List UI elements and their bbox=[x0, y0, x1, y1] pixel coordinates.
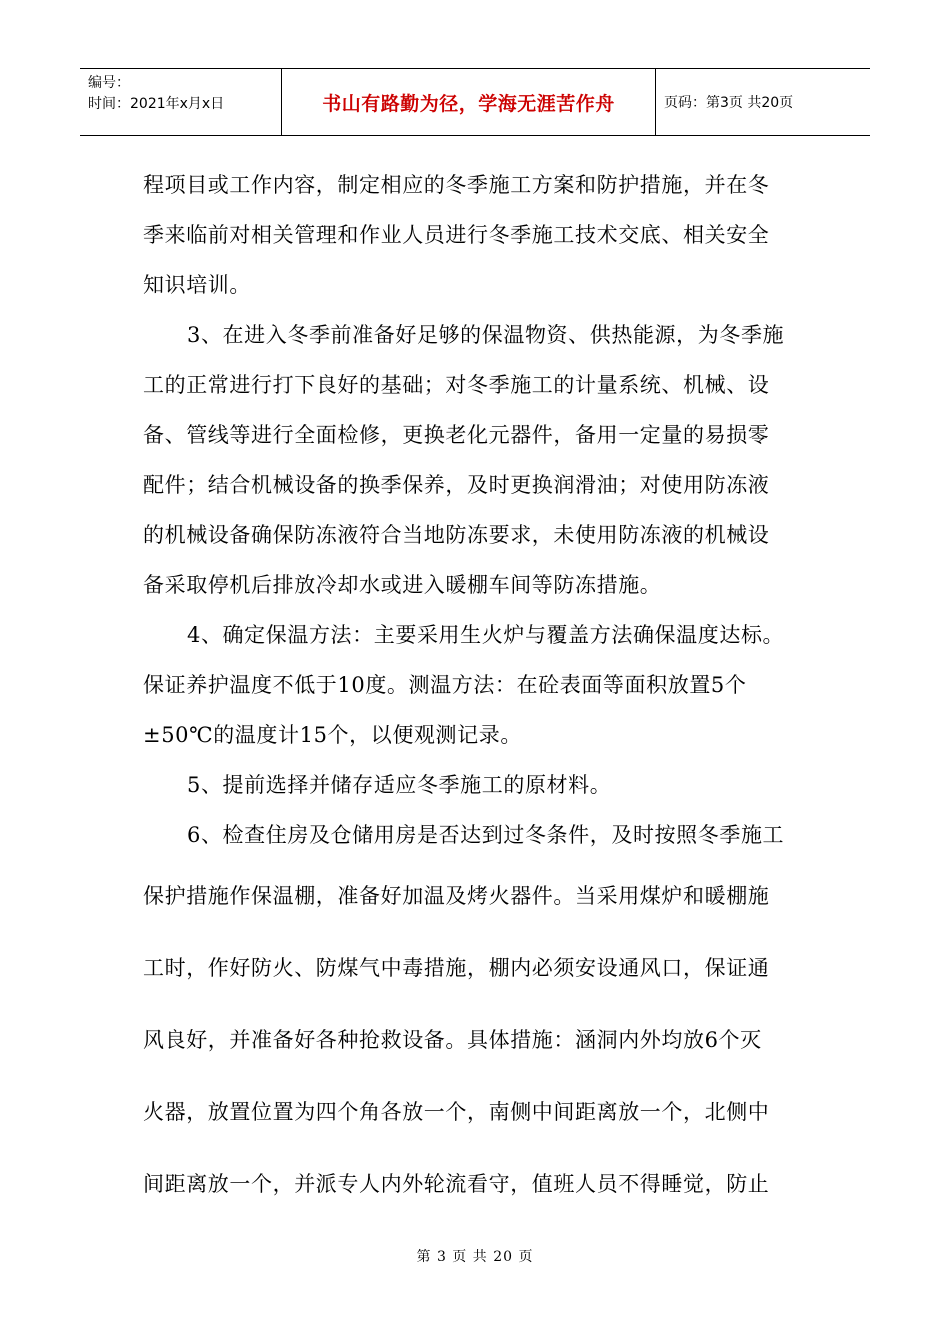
text-line: ±50℃的温度计15个，以便观测记录。 bbox=[143, 723, 522, 747]
header-meta-cell bbox=[80, 69, 282, 135]
text-line: 的机械设备确保防冻液符合当地防冻要求，未使用防冻液的机械设 bbox=[143, 523, 770, 547]
document-header bbox=[80, 68, 870, 136]
text-line: 6、检查住房及仓储用房是否达到过冬条件，及时按照冬季施工 bbox=[187, 823, 785, 847]
text-line: 工的正常进行打下良好的基础；对冬季施工的计量系统、机械、设 bbox=[143, 373, 770, 397]
text-line: 火器，放置位置为四个角各放一个，南侧中间距离放一个，北侧中 bbox=[143, 1100, 770, 1124]
body-text bbox=[143, 160, 811, 1220]
text-line: 备、管线等进行全面检修，更换老化元器件，备用一定量的易损零 bbox=[143, 423, 770, 447]
text-line: 风良好，并准备好各种抢救设备。具体措施：涵洞内外均放6个灭 bbox=[143, 1028, 762, 1052]
page-footer: 第 3 页 共 20 页 bbox=[416, 1249, 534, 1265]
text-line: 工时，作好防火、防煤气中毒措施，棚内必须安设通风口，保证通 bbox=[143, 956, 770, 980]
text-line: 保护措施作保温棚，准备好加温及烤火器件。当采用煤炉和暖棚施 bbox=[143, 884, 770, 908]
text-line: 季来临前对相关管理和作业人员进行冬季施工技术交底、相关安全 bbox=[143, 223, 770, 247]
text-line: 配件；结合机械设备的换季保养，及时更换润滑油；对使用防冻液 bbox=[143, 473, 770, 497]
date-label: 时间：2021年x月x日 bbox=[88, 96, 225, 112]
text-line: 知识培训。 bbox=[143, 273, 251, 297]
header-page-info: 页码：第3页 共20页 bbox=[664, 95, 794, 111]
text-line: 4、确定保温方法：主要采用生火炉与覆盖方法确保温度达标。 bbox=[187, 623, 785, 647]
text-line: 5、提前选择并储存适应冬季施工的原材料。 bbox=[187, 773, 612, 797]
text-line: 保证养护温度不低于10度。测温方法：在砼表面等面积放置5个 bbox=[143, 673, 747, 697]
text-line: 3、在进入冬季前准备好足够的保温物资、供热能源，为冬季施 bbox=[187, 323, 785, 347]
header-motto: 书山有路勤为径，学海无涯苦作舟 bbox=[282, 69, 656, 135]
text-line: 间距离放一个，并派专人内外轮流看守，值班人员不得睡觉，防止 bbox=[143, 1172, 770, 1196]
number-label: 编号： bbox=[88, 75, 130, 91]
text-line: 程项目或工作内容，制定相应的冬季施工方案和防护措施，并在冬 bbox=[143, 173, 770, 197]
text-line: 备采取停机后排放冷却水或进入暖棚车间等防冻措施。 bbox=[143, 573, 662, 597]
